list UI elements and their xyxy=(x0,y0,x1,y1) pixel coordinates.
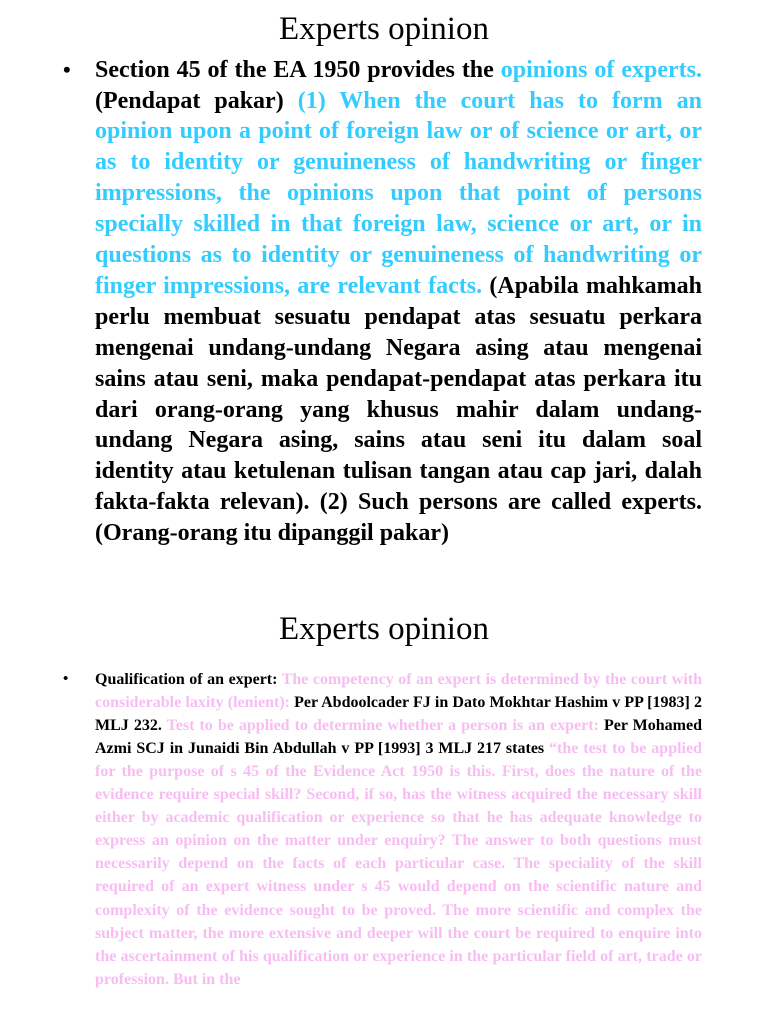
pendapat-pakar-text: (Pendapat pakar) xyxy=(95,87,298,114)
slide-1-bullet-paragraph xyxy=(63,55,703,550)
section-45-intro: Section 45 of the EA 1950 provides the xyxy=(95,56,501,83)
bullet-marker: • xyxy=(63,56,71,82)
slide-1-title: Experts opinion xyxy=(279,11,489,47)
abdoolcader-citation: Per Abdoolcader FJ in Dato Mokhtar Hashim v PP [1983] 2 MLJ 232. xyxy=(95,693,703,734)
opinions-of-experts-highlight: opinions of experts. xyxy=(500,56,702,83)
test-heading-text: Test to be applied to determine whether a person is an expert: xyxy=(166,716,604,734)
qualification-label: Qualification of an expert: xyxy=(95,670,282,688)
bullet-marker: • xyxy=(63,670,69,687)
junaidi-quote: “the test to be applied for the purpose of s 45 of the Evidence Act 1950 is this. First, does the nature of the evidence require special skill? Second, if so, has the witness acquired the necessary skill either by academic qualification or experience so that he has adequate knowledge to express an opinion on the matter under enquiry? The answer to both questions must necessarily depend on the facts of each particular case. The speciality of the skill required of an expert witness under s 45 would depend on the scientific nature and complexity of the evidence sought to be proved. The more scientific and complex the subject matter, the more extensive and deeper will the court be required to enquire into the ascertainment of his qualification or experience in the particular field of art, trade or profession. But in the xyxy=(95,739,702,988)
section-45-1-text: (1) When the court has to form an opinion upon a point of foreign law or of science or art, or as to identity or genuineness of handwriting or finger impressions, the opinions upon that point of persons specially skilled in that foreign law, science or art, or in questions as to identity or genuineness of handwriting or finger impressions, are relevant facts. xyxy=(95,87,703,299)
malay-translation-text: (Apabila mahkamah perlu membuat sesuatu pendapat atas sesuatu perkara mengenai undang-undang Negara asing atau mengenai sains atau seni, maka pendapat-pendapat atas perkara itu dari orang-orang yang khusus mahir dalam undang-undang Negara asing, sains atau seni itu dalam soal identity atau ketulenan tulisan tangan atau cap jari, dalah fakta-fakta relevan). (2) Such persons are called experts. (Orang-orang itu dipanggil pakar) xyxy=(95,272,703,547)
slide-2 xyxy=(0,600,768,1024)
slide-2-bullet-paragraph xyxy=(63,668,703,991)
slide-2-title: Experts opinion xyxy=(279,611,489,647)
azmi-citation: Per Mohamed Azmi SCJ in Junaidi Bin Abdullah v PP [1993] 3 MLJ 217 states xyxy=(95,716,703,757)
competency-text: The competency of an expert is determined by the court with considerable laxity (lenient): xyxy=(95,670,703,711)
